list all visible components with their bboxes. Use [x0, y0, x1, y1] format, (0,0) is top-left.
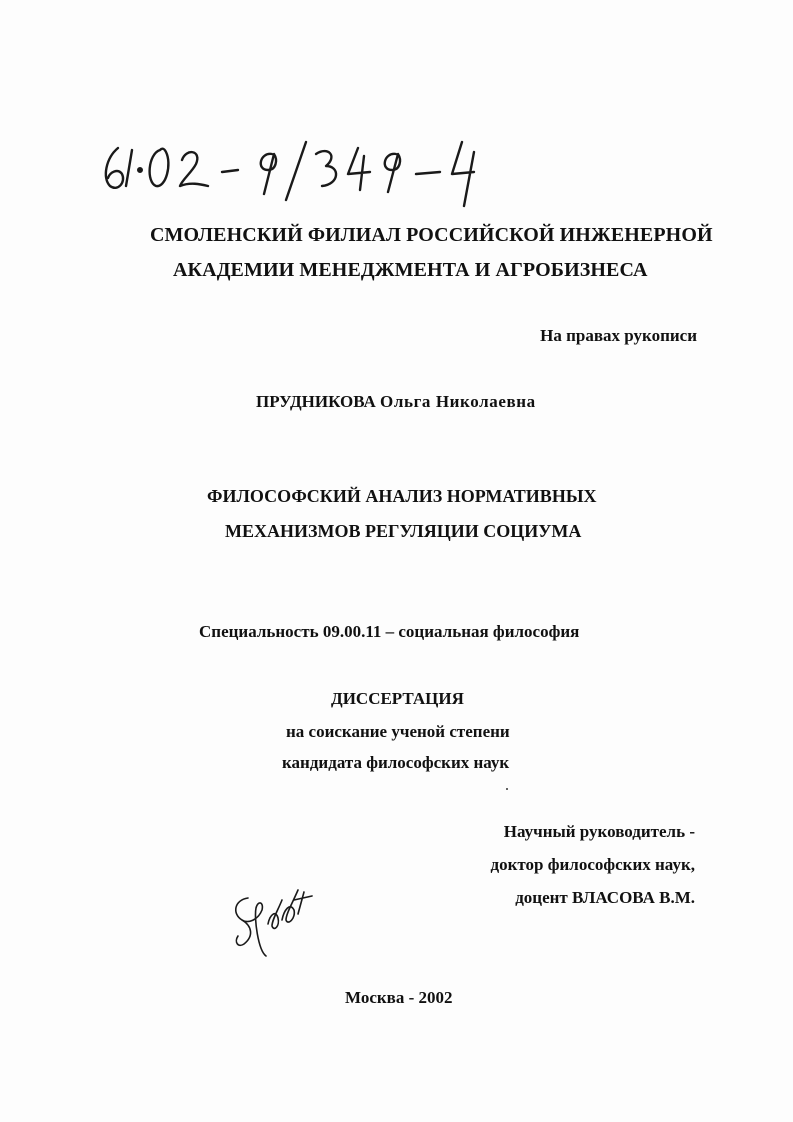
handwritten-signature [228, 880, 318, 960]
handwritten-archive-code [96, 120, 516, 210]
author-surname: ПРУДНИКОВА [256, 392, 376, 411]
thesis-title-line-1: ФИЛОСОФСКИЙ АНАЛИЗ НОРМАТИВНЫХ [207, 486, 597, 506]
author-name [256, 392, 536, 412]
supervisor-line-2: доктор философских наук, [490, 855, 695, 874]
degree-line-1: на соискание ученой степени [286, 722, 510, 741]
author-given-names: Ольга Николаевна [380, 392, 536, 411]
speck-mark [506, 788, 508, 790]
institution-line-2: АКАДЕМИИ МЕНЕДЖМЕНТА И АГРОБИЗНЕСА [173, 259, 648, 281]
manuscript-note: На правах рукописи [540, 326, 697, 345]
thesis-title-line-2: МЕХАНИЗМОВ РЕГУЛЯЦИИ СОЦИУМА [225, 521, 582, 541]
supervisor-line-3: доцент ВЛАСОВА В.М. [515, 888, 695, 907]
place-and-year: Москва - 2002 [345, 988, 453, 1007]
specialty-line: Специальность 09.00.11 – социальная философия [199, 622, 580, 641]
institution-line-1: СМОЛЕНСКИЙ ФИЛИАЛ РОССИЙСКОЙ ИНЖЕНЕРНОЙ [150, 224, 713, 246]
degree-line-2: кандидата философских наук [282, 753, 510, 772]
supervisor-line-1: Научный руководитель - [503, 822, 695, 841]
degree-heading: ДИССЕРТАЦИЯ [331, 689, 464, 708]
